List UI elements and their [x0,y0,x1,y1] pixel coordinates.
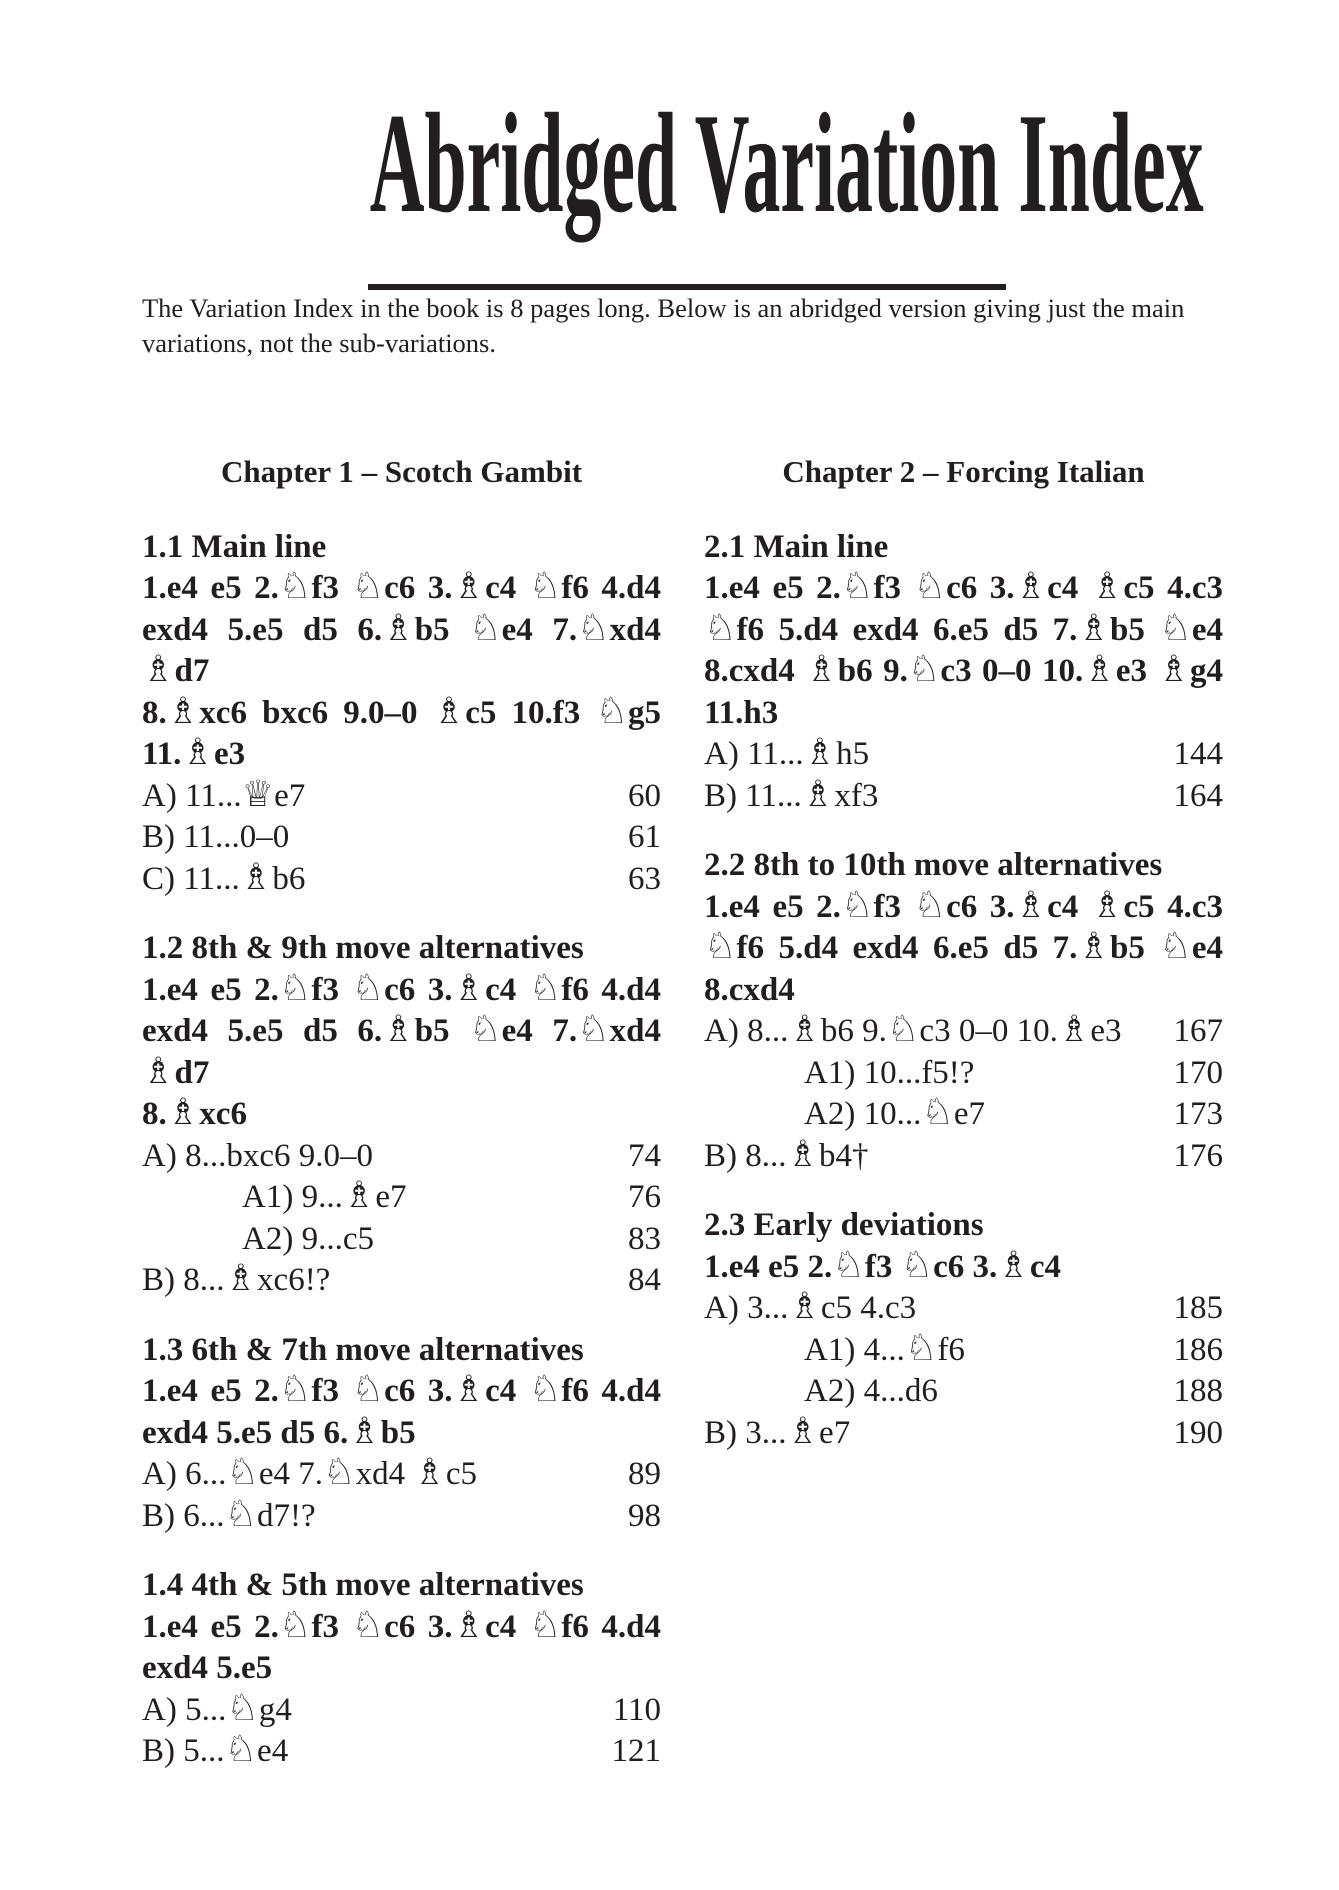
chess-figurine: ♘ [921,1090,954,1133]
variation-moves: A2) 10...♘e7 [804,1090,986,1133]
chess-figurine: ♘ [278,564,312,607]
moves-line: 8.♗xc6 bxc6 9.0–0 ♗c5 10.f3 ♘g5 [142,688,661,732]
chess-figurine: ♗ [1157,647,1191,690]
chess-figurine: ♗ [1014,882,1048,926]
variation-index-section [704,845,1223,1177]
chess-figurine: ♗ [805,647,838,690]
chess-figurine: ♗ [801,771,835,815]
chess-figurine: ♘ [351,965,385,1009]
variation-row [142,771,661,818]
variation-index-section [704,1205,1223,1454]
moves-line: 1.e4 e5 2.♘f3 ♘c6 3.♗c4 ♘f6 4.d4 [142,1367,662,1410]
chess-figurine: ♘ [900,1242,934,1286]
chess-figurine: ♘ [528,1367,562,1410]
page-title-text: Abridged Variation Index [369,84,1204,242]
section-heading: 1.3 6th & 7th move alternatives [142,1331,584,1368]
variation-row [704,730,1223,776]
chess-figurine: ♘ [323,1450,356,1493]
chess-figurine: ♗ [1077,605,1110,649]
chess-figurine: ♘ [704,924,737,967]
chess-figurine: ♘ [224,1727,258,1770]
variation-row [704,771,1223,818]
variation-moves: B) 11...0–0 [142,819,290,855]
variation-row [704,1090,1223,1136]
chess-figurine: ♗ [1057,1007,1091,1050]
chess-figurine: ♗ [788,1007,821,1050]
moves-line: 1.e4 e5 2.♘f3 ♘c6 3.♗c4 ♘f6 4.d4 [142,564,662,607]
variation-moves: A1) 9...♗e7 [242,1173,407,1216]
chess-figurine: ♗ [224,1256,258,1299]
chess-figurine: ♗ [239,854,273,898]
variation-row [704,1053,1223,1095]
moves-line: exd4 5.e5 [142,1650,273,1686]
moves-line: 1.e4 e5 2.♘f3 ♘c6 3.♗c4 ♗c5 4.c3 [704,564,1223,607]
chess-figurine: ♗ [786,1131,820,1175]
variation-row [142,1727,661,1773]
column-chapter-2 [704,451,1223,1454]
moves-line: exd4 5.e5 d5 6.♗b5 ♘e4 7.♘xd4 ♗d7 [142,1007,661,1092]
variation-row [704,1325,1223,1372]
variation-row [142,817,661,859]
moves-line: 1.e4 e5 2.♘f3 ♘c6 3.♗c4 ♘f6 4.d4 [142,1602,662,1646]
variation-moves: B) 8...♗b4† [704,1131,869,1175]
chess-figurine: ♘ [351,564,385,607]
section-heading: 2.2 8th to 10th move alternatives [704,847,1163,883]
variation-moves: A) 8...♗b6 9.♘c3 0–0 10.♗e3 [704,1007,1122,1050]
chess-figurine: ♘ [913,564,947,607]
moves-line: 8.♗xc6 [142,1090,247,1133]
variation-moves: A2) 9...c5 [242,1220,374,1257]
variation-page-number: 89 [628,1456,661,1492]
variation-row [142,854,661,901]
chess-figurine: ♗ [803,730,837,773]
variation-index-section [142,527,661,901]
column-chapter-1 [142,451,661,1773]
moves-line: 1.e4 e5 2.♘f3 ♘c6 3.♗c4 [704,1242,1061,1286]
variation-moves: A1) 4...♘f6 [804,1325,965,1369]
chess-figurine: ♘ [907,647,941,690]
variation-moves: B) 5...♘e4 [142,1727,289,1770]
chess-figurine: ♘ [840,564,874,607]
moves-line: 1.e4 e5 2.♘f3 ♘c6 3.♗c4 ♗c5 4.c3 [704,882,1223,926]
chess-figurine: ♗ [348,1408,381,1452]
chess-figurine: ♘ [577,1007,610,1050]
chess-figurine: ♗ [142,647,175,690]
section-heading: 2.1 Main line [704,528,889,565]
chess-figurine: ♘ [704,605,737,649]
variation-moves: A) 6...♘e4 7.♘xd4 ♗c5 [142,1450,478,1493]
chess-figurine: ♘ [226,1685,259,1729]
variation-moves: A) 11...♕e7 [142,771,306,815]
variation-row [704,1284,1223,1330]
chess-figurine: ♘ [528,965,562,1009]
moves-line: ♘f6 5.d4 exd4 6.e5 d5 7.♗b5 ♘e4 [704,924,1223,967]
variation-page-number: 83 [628,1220,661,1257]
variation-row [142,1256,661,1302]
chess-figurine: ♘ [1159,924,1192,967]
chess-figurine: ♗ [452,1602,486,1646]
chess-figurine: ♘ [278,1367,312,1410]
chess-figurine: ♗ [342,1173,376,1216]
section-heading: 2.3 Early deviations [704,1207,984,1243]
chess-figurine: ♗ [1077,924,1110,967]
chapter-heading: Chapter 1 – Scotch Gambit [220,454,583,489]
chess-figurine: ♘ [278,1602,312,1646]
chess-figurine: ♗ [142,1048,175,1092]
section-heading: 1.2 8th & 9th move alternatives [142,930,584,966]
variation-page-number: 176 [1173,1137,1223,1174]
chapter-heading: Chapter 2 – Forcing Italian [782,454,1145,489]
variation-page-number: 110 [612,1691,661,1728]
intro-line: The Variation Index in the book is 8 pages long. Below is an abridged version giving just the main [142,293,1185,323]
intro-line: variations, not the sub-variations. [142,328,496,358]
chess-figurine: ♘ [528,564,562,607]
variation-moves: A) 3...♗c5 4.c3 [704,1284,917,1327]
chess-figurine: ♗ [166,1090,200,1133]
variation-moves: B) 3...♗e7 [704,1408,851,1452]
variation-moves: A1) 10...f5!? [804,1054,975,1091]
moves-line: 8.cxd4 ♗b6 9.♘c3 0–0 10.♗e3 ♗g4 [704,647,1224,690]
chess-figurine: ♘ [278,965,312,1009]
chess-figurine: ♗ [786,1408,820,1452]
variation-moves: C) 11...♗b6 [142,854,306,898]
chess-figurine: ♗ [1090,564,1124,607]
variation-row [142,1136,661,1178]
variation-page-number: 167 [1173,1013,1223,1049]
chess-figurine: ♗ [166,688,200,732]
chess-figurine: ♘ [913,882,947,926]
variation-moves: B) 8...♗xc6!? [142,1256,331,1299]
title-divider-rule [368,284,1006,290]
variation-page-number: 76 [628,1179,661,1215]
variation-moves: B) 6...♘d7!? [142,1491,316,1535]
chess-figurine: ♘ [577,605,610,649]
variation-moves: B) 11...♗xf3 [704,771,879,815]
variation-row [704,1131,1223,1178]
chess-figurine: ♘ [351,1602,385,1646]
chess-figurine: ♘ [226,1450,259,1493]
chess-figurine: ♘ [469,1007,502,1050]
variation-page-number: 170 [1173,1054,1223,1091]
chess-figurine: ♗ [1083,647,1116,690]
variation-page-number: 61 [628,819,661,855]
variation-moves: A) 5...♘g4 [142,1685,292,1729]
variation-moves: A2) 4...d6 [804,1373,938,1409]
variation-row [142,1173,661,1219]
section-heading: 1.4 4th & 5th move alternatives [142,1567,584,1603]
moves-line: 1.e4 e5 2.♘f3 ♘c6 3.♗c4 ♘f6 4.d4 [142,965,662,1009]
moves-line: 8.cxd4 [704,971,795,1008]
chess-figurine: ♗ [452,965,486,1009]
variation-row [704,1371,1223,1413]
chess-figurine: ♘ [1159,605,1192,649]
chess-figurine: ♗ [382,1007,415,1050]
moves-line: 11.h3 [704,694,779,731]
variation-index-section [142,1565,661,1773]
chess-figurine: ♘ [886,1007,920,1050]
variation-index-section [704,527,1223,818]
variation-row [142,1219,661,1261]
chess-figurine: ♘ [351,1367,385,1410]
chess-figurine: ♘ [469,605,502,649]
moves-line: exd4 5.e5 d5 6.♗b5 [142,1408,416,1452]
variation-page-number: 84 [628,1262,661,1298]
variation-moves: A) 8...bxc6 9.0–0 [142,1137,373,1174]
chess-figurine: ♗ [452,564,486,607]
variation-row [142,1450,661,1496]
chess-figurine: ♘ [904,1325,938,1369]
intro-paragraph [142,291,1184,361]
chess-figurine: ♗ [413,1450,446,1493]
variation-page-number: 186 [1173,1331,1223,1368]
chess-figurine: ♗ [1090,882,1124,926]
variation-page-number: 121 [611,1733,661,1769]
page-title [0,84,1339,242]
variation-page-number: 63 [628,860,661,897]
chess-figurine: ♘ [595,688,628,732]
chess-figurine: ♘ [840,882,874,926]
variation-page-number: 173 [1173,1096,1223,1132]
variation-row [142,1491,661,1538]
moves-line: ♘f6 5.d4 exd4 6.e5 d5 7.♗b5 ♘e4 [704,605,1223,649]
chess-figurine: ♗ [432,688,466,732]
variation-page-number: 164 [1173,777,1223,814]
variation-page-number: 144 [1173,736,1223,772]
variation-index-section [142,928,661,1302]
chess-figurine: ♗ [1014,564,1048,607]
variation-index-section [142,1330,661,1538]
variation-page-number: 60 [628,777,661,814]
section-heading: 1.1 Main line [142,528,327,565]
chess-figurine: ♕ [241,771,275,815]
chess-figurine: ♗ [788,1284,821,1327]
variation-page-number: 98 [628,1497,661,1534]
variation-page-number: 185 [1173,1290,1223,1326]
variation-row [142,1685,661,1732]
variation-moves: A) 11...♗h5 [704,730,870,773]
chess-figurine: ♗ [181,730,214,773]
variation-row [704,1007,1223,1053]
variation-page-number: 190 [1173,1414,1223,1451]
chess-figurine: ♗ [382,605,415,649]
moves-line: exd4 5.e5 d5 6.♗b5 ♘e4 7.♘xd4 ♗d7 [142,605,661,690]
variation-row [704,1408,1223,1455]
chess-figurine: ♘ [528,1602,562,1646]
variation-page-number: 74 [628,1137,661,1174]
chess-figurine: ♘ [832,1242,865,1286]
chess-figurine: ♘ [224,1491,258,1535]
chess-figurine: ♗ [997,1242,1030,1286]
chess-figurine: ♗ [452,1367,486,1410]
variation-page-number: 188 [1173,1373,1223,1409]
moves-line: 11.♗e3 [142,730,246,773]
